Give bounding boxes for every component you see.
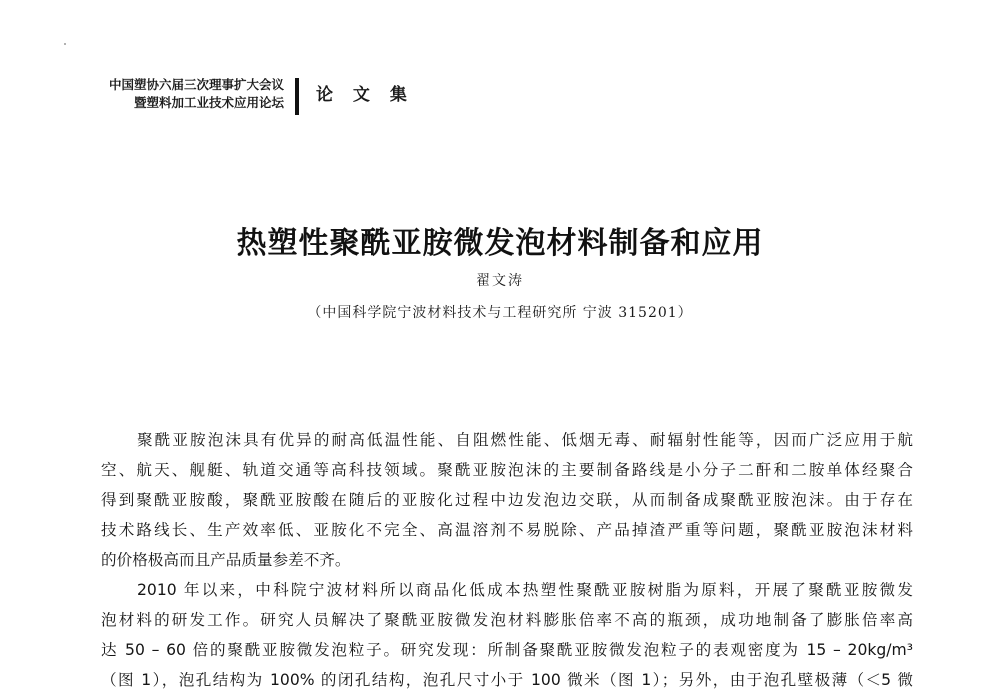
paragraph-2-line-2: 泡材料的研发工作。研究人员解决了聚酰亚胺微发泡材料膨胀倍率不高的瓶颈，成功地制备了膨胀倍率高 [101,611,913,629]
header-divider-bar [295,78,299,115]
paragraph-2 [101,575,913,695]
paragraph-2-line-4: （图 1），泡孔结构为 100% 的闭孔结构，泡孔尺寸小于 100 微米（图 1）；另外，由于泡孔壁极薄（＜5 微 [101,671,913,689]
author-affiliation: （中国科学院宁波材料技术与工程研究所 宁波 315201） [307,305,693,321]
paragraph-1-line-5: 的价格极高而且产品质量参差不齐。 [101,551,351,569]
conference-name [109,76,284,112]
running-header [0,76,1000,116]
proceedings-label: 论 文 集 [316,85,414,105]
paragraph-1 [101,425,913,575]
body-text [101,425,913,695]
conference-name-line1: 中国塑协六届三次理事扩大会议 [108,77,284,92]
paragraph-1-line-2: 空、航天、舰艇、轨道交通等高科技领域。聚酰亚胺泡沫的主要制备路线是小分子二酐和二胺单体经聚合 [101,461,913,479]
author-name: 翟文涛 [476,273,524,289]
paragraph-1-line-1: 聚酰亚胺泡沫具有优异的耐高低温性能、自阻燃性能、低烟无毒、耐辐射性能等，因而广泛应用于航 [137,431,913,449]
scan-speck [64,43,66,45]
paragraph-2-line-1: 2010 年以来，中科院宁波材料所以商品化低成本热塑性聚酰亚胺树脂为原料，开展了聚酰亚胺微发 [137,581,913,599]
paragraph-2-line-3: 达 50 – 60 倍的聚酰亚胺微发泡粒子。研究发现：所制备聚酰亚胺微发泡粒子的表观密度为 15 – 20kg/m³ [101,641,913,659]
paragraph-1-line-3: 得到聚酰亚胺酸，聚酰亚胺酸在随后的亚胺化过程中边发泡边交联，从而制备成聚酰亚胺泡沫。由于存在 [101,491,913,509]
paper-title: 热塑性聚酰亚胺微发泡材料制备和应用 [236,226,764,261]
paragraph-1-line-4: 技术路线长、生产效率低、亚胺化不完全、高温溶剂不易脱除、产品掉渣严重等问题，聚酰亚胺泡沫材料 [101,521,913,539]
conference-name-line2: 暨塑料加工业技术应用论坛 [133,95,284,110]
